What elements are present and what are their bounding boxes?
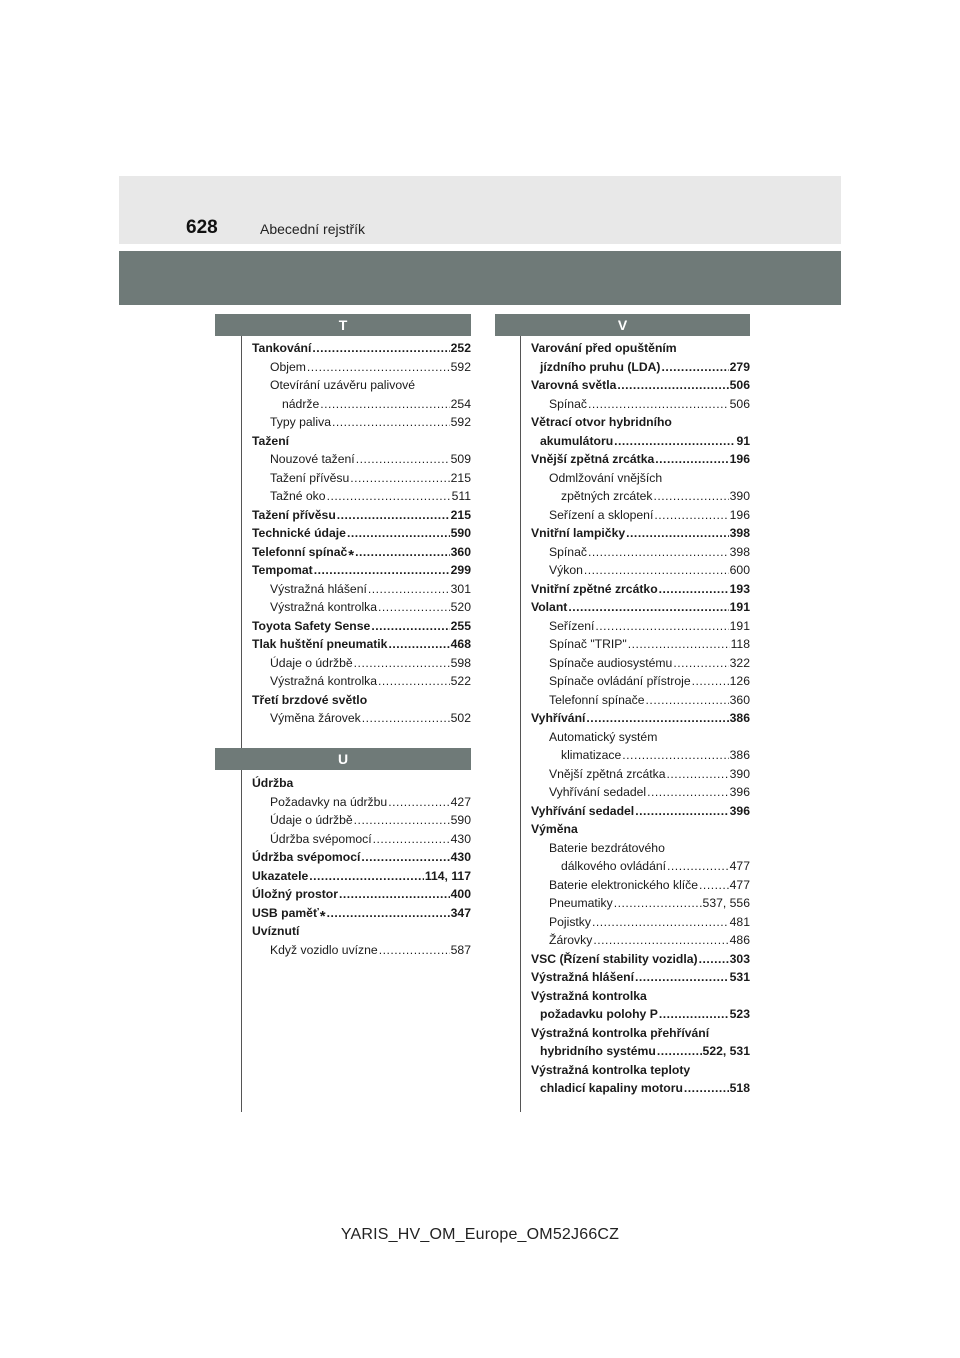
page-ref: 299 [450, 563, 471, 577]
index-entry [531, 1042, 750, 1061]
index-term: Výstražná kontrolka teploty [531, 1062, 691, 1077]
dot-leader [659, 580, 729, 599]
index-entry [252, 830, 471, 849]
page-ref: 400 [450, 887, 471, 901]
page-ref: 502 [450, 711, 471, 725]
page-ref: 301 [450, 581, 471, 596]
index-entry [531, 950, 750, 969]
index-entry [531, 1005, 750, 1024]
page-ref: 506 [729, 396, 750, 411]
dot-leader [684, 1079, 729, 1098]
dot-leader [667, 765, 729, 784]
index-entry [531, 857, 750, 876]
index-entry [531, 802, 750, 821]
index-entry [531, 765, 750, 784]
dot-leader [307, 358, 450, 377]
dot-leader [332, 413, 450, 432]
index-term: Úložný prostor [252, 887, 338, 901]
page-ref: 91 [736, 433, 750, 448]
dot-leader [361, 848, 449, 867]
dot-leader [388, 793, 449, 812]
index-term: Vyhřívání [531, 711, 586, 725]
dot-leader [337, 506, 450, 525]
index-entry [252, 376, 471, 395]
index-term: zpětných zrcátek [561, 489, 653, 503]
index-entry [531, 561, 750, 580]
page-ref: 215 [450, 507, 471, 522]
dot-leader [354, 654, 450, 673]
index-term: Údaje o údržbě [270, 655, 353, 670]
index-entry [531, 432, 750, 451]
section-title: Abecední rejstřík [260, 221, 366, 237]
dot-leader [378, 598, 450, 617]
index-entry [252, 654, 471, 673]
index-term: Automatický systém [549, 729, 658, 744]
index-entry [531, 450, 750, 469]
dot-leader [347, 524, 450, 543]
index-entry [252, 848, 471, 867]
index-entry [252, 469, 471, 488]
index-entry [252, 635, 471, 654]
index-term: Telefonní spínače [549, 692, 645, 707]
index-term: chladicí kapaliny motoru [540, 1081, 683, 1095]
page-ref: 360 [450, 544, 471, 559]
index-entry [252, 941, 471, 960]
index-list-u [252, 774, 471, 959]
dot-leader [617, 376, 728, 395]
index-entry [252, 524, 471, 543]
dot-leader [662, 358, 729, 377]
index-entry [531, 746, 750, 765]
dot-leader [595, 617, 728, 636]
dot-leader [673, 654, 728, 673]
index-entry [531, 968, 750, 987]
page-ref: 520 [450, 600, 471, 614]
page-ref: 481 [729, 914, 750, 929]
index-entry [252, 867, 471, 886]
index-entry [531, 580, 750, 599]
index-term: Spínače ovládání přístroje [549, 674, 691, 688]
index-list-t [252, 339, 471, 728]
index-entry [531, 487, 750, 506]
index-entry [252, 450, 471, 469]
dot-leader [635, 802, 728, 821]
index-term: Baterie elektronického klíče [549, 877, 699, 892]
page-ref: 531 [729, 970, 750, 984]
dot-leader [655, 450, 728, 469]
page-ref: 360 [729, 692, 750, 707]
page-ref: 196 [729, 507, 750, 522]
index-term: dálkového ovládání [561, 859, 667, 873]
page-ref: 486 [729, 933, 750, 947]
page-ref: 322 [729, 655, 750, 670]
index-term: Požadavky na údržbu [270, 794, 388, 809]
column-divider-right [520, 336, 521, 1112]
page-ref: 303 [729, 951, 750, 966]
index-term: nádrže [282, 396, 320, 411]
page-number: 628 [186, 217, 218, 238]
dot-leader [379, 941, 450, 960]
page-ref: 506 [729, 378, 750, 392]
index-entry [252, 885, 471, 904]
index-entry [531, 617, 750, 636]
dot-leader [588, 543, 729, 562]
index-term: Objem [270, 359, 306, 374]
index-entry [531, 543, 750, 562]
index-term: Baterie bezdrátového [549, 840, 665, 855]
index-term: hybridního systému [540, 1044, 656, 1058]
index-entry [252, 358, 471, 377]
page-ref: 114, 117 [424, 868, 471, 883]
index-entry [531, 839, 750, 858]
dot-leader [699, 950, 729, 969]
page-ref: 347 [450, 905, 471, 920]
index-term: Volant [531, 600, 568, 614]
index-term: Když vozidlo uvízne [270, 942, 378, 957]
dot-leader [327, 904, 450, 923]
index-entry [252, 904, 471, 923]
index-term: Údržba [252, 776, 294, 790]
index-term: Údržba svépomocí [270, 831, 372, 846]
page-ref: 592 [450, 415, 471, 429]
index-term: Výměna [531, 822, 578, 836]
page-ref: 386 [729, 711, 750, 725]
index-entry [252, 561, 471, 580]
dot-leader [327, 487, 451, 506]
index-entry [252, 580, 471, 599]
dot-leader [628, 635, 730, 654]
page-ref: 279 [729, 359, 750, 374]
index-entry [531, 395, 750, 414]
dot-leader [584, 561, 729, 580]
index-term: Varování před opuštěním [531, 341, 677, 355]
dot-leader [667, 857, 729, 876]
page-ref: 390 [729, 489, 750, 503]
dot-leader [699, 876, 729, 895]
index-entry [252, 395, 471, 414]
letter-heading-t: T [215, 314, 471, 336]
dot-leader [354, 811, 450, 830]
index-entry [531, 691, 750, 710]
column-divider-left [241, 336, 242, 1112]
index-term: Výstražná kontrolka [270, 600, 378, 614]
index-entry [252, 506, 471, 525]
index-entry [252, 432, 471, 451]
dot-leader [339, 885, 450, 904]
index-entry [252, 793, 471, 812]
page-ref: 396 [729, 803, 750, 818]
letter-heading-u: U [215, 748, 471, 770]
index-entry [252, 811, 471, 830]
page-ref: 191 [729, 600, 750, 614]
index-term: Vnější zpětná zrcátka [549, 766, 666, 781]
page-ref: 518 [729, 1081, 750, 1095]
page-ref: 511 [451, 489, 471, 503]
index-term: Nouzové tažení [270, 452, 355, 466]
page-ref: 537, 556 [702, 896, 750, 910]
page-ref: 523 [729, 1007, 750, 1021]
index-entry [531, 1024, 750, 1043]
index-term: Uvíznutí [252, 924, 300, 938]
page-ref: 592 [450, 359, 471, 374]
index-term: USB paměť [252, 905, 319, 920]
dot-leader [371, 617, 449, 636]
dot-leader [635, 968, 729, 987]
page-ref: 398 [729, 544, 750, 559]
page-ref: 509 [450, 452, 471, 466]
index-term: Větrací otvor hybridního [531, 415, 672, 429]
index-term: Vnější zpětná zrcátka [531, 452, 655, 466]
asterisk-icon: * [348, 547, 355, 564]
page-ref: 196 [729, 452, 750, 466]
page-ref: 215 [450, 470, 471, 485]
page-ref: 126 [729, 674, 750, 688]
index-term: Telefonní spínač [252, 544, 348, 559]
index-term: Odmlžování vnějších [549, 470, 663, 485]
page-ref: 598 [450, 655, 471, 670]
index-entry [531, 524, 750, 543]
index-entry [531, 635, 750, 654]
index-term: Spínače audiosystému [549, 655, 673, 670]
index-entry [252, 709, 471, 728]
index-entry [531, 469, 750, 488]
index-entry [252, 922, 471, 941]
index-entry [252, 543, 471, 562]
dot-leader [622, 746, 728, 765]
dot-leader [368, 580, 450, 599]
dot-leader [692, 672, 729, 691]
index-term: Výstražná kontrolka [270, 674, 378, 688]
index-term: Tlak huštění pneumatik [252, 637, 388, 651]
index-entry [252, 774, 471, 793]
dot-leader [614, 432, 735, 451]
dot-leader [373, 830, 450, 849]
index-entry [531, 931, 750, 950]
index-term: Údržba svépomocí [252, 850, 361, 864]
dot-leader [320, 395, 449, 414]
index-term: Spínač [549, 544, 587, 559]
page-ref: 590 [450, 526, 471, 540]
index-term: Tempomat [252, 563, 313, 577]
page-ref: 191 [729, 618, 750, 633]
dot-leader [356, 450, 450, 469]
page-ref: 468 [450, 637, 471, 651]
index-term: Vnitřní zpětné zrcátko [531, 581, 658, 596]
index-entry [531, 358, 750, 377]
index-term: Výstražná kontrolka [531, 988, 647, 1003]
dot-leader [654, 506, 728, 525]
dot-leader [314, 561, 450, 580]
index-term: Pneumatiky [549, 896, 613, 910]
index-term: Seřízení a sklopení [549, 507, 654, 522]
index-term: Vyhřívání sedadel [531, 803, 635, 818]
index-entry [252, 691, 471, 710]
dot-leader [659, 1005, 729, 1024]
dot-leader [614, 894, 702, 913]
page-ref: 522, 531 [702, 1044, 750, 1058]
index-entry [531, 376, 750, 395]
dot-leader [355, 543, 450, 562]
page-ref: 193 [729, 581, 750, 596]
index-term: Pojistky [549, 914, 591, 929]
page-ref: 430 [450, 831, 471, 846]
index-entry [531, 339, 750, 358]
dot-leader [647, 783, 729, 802]
dot-leader [657, 1042, 702, 1061]
page-ref: 390 [729, 766, 750, 781]
page-ref: 477 [729, 877, 750, 892]
dot-leader [653, 487, 728, 506]
index-entry [531, 876, 750, 895]
index-term: VSC (Řízení stability vozidla) [531, 951, 698, 966]
page-ref: 386 [729, 748, 750, 762]
page-ref: 396 [729, 785, 750, 799]
dot-leader [378, 672, 450, 691]
dot-leader [350, 469, 449, 488]
dot-leader [586, 709, 728, 728]
page-ref: 398 [729, 526, 750, 540]
index-entry [252, 487, 471, 506]
index-term: Tažení [252, 433, 290, 448]
index-entry [252, 413, 471, 432]
index-term: Varovná světla [531, 378, 617, 392]
index-term: Údaje o údržbě [270, 813, 353, 827]
index-entry [531, 654, 750, 673]
index-entry [531, 672, 750, 691]
index-term: jízdního pruhu (LDA) [540, 359, 661, 374]
index-term: Třetí brzdové světlo [252, 692, 368, 707]
index-entry [531, 728, 750, 747]
index-entry [252, 339, 471, 358]
dot-leader [592, 913, 729, 932]
dot-leader [588, 395, 729, 414]
page-ref: 590 [450, 813, 471, 827]
index-entry [531, 506, 750, 525]
index-term: Tankování [252, 341, 312, 355]
dot-leader [388, 635, 449, 654]
page-ref: 254 [450, 396, 471, 411]
letter-heading-v: V [495, 314, 750, 336]
index-entry [531, 783, 750, 802]
page-ref: 522 [450, 674, 471, 688]
index-term: akumulátoru [540, 433, 614, 448]
index-entry [531, 1079, 750, 1098]
page-ref: 477 [729, 859, 750, 873]
index-entry [531, 820, 750, 839]
index-term: Tažení přívěsu [270, 470, 350, 485]
page-ref: 427 [450, 794, 471, 809]
dot-leader [309, 867, 424, 886]
index-entry [252, 617, 471, 636]
index-entry [531, 598, 750, 617]
index-term: Technické údaje [252, 526, 346, 540]
dot-leader [626, 524, 729, 543]
index-entry [252, 672, 471, 691]
dot-leader [312, 339, 449, 358]
index-term: Výstražná hlášení [531, 970, 634, 984]
page-ref: 600 [729, 563, 750, 577]
index-term: Výstražná hlášení [270, 581, 367, 596]
index-term: Výkon [549, 563, 583, 577]
dot-leader [362, 709, 450, 728]
index-term: Otevírání uzávěru palivové [270, 378, 415, 392]
index-term: Vnitřní lampičky [531, 526, 626, 540]
page-ref: 252 [450, 341, 471, 355]
index-term: Tažné oko [270, 489, 326, 503]
index-term: Vyhřívání sedadel [549, 785, 647, 799]
index-term: Toyota Safety Sense [252, 618, 371, 633]
index-term: klimatizace [561, 748, 622, 762]
index-entry [531, 413, 750, 432]
dot-leader [593, 931, 728, 950]
document-code: YARIS_HV_OM_Europe_OM52J66CZ [340, 1226, 620, 1243]
page-ref: 255 [450, 618, 471, 633]
index-term: Výstražná kontrolka přehřívání [531, 1025, 710, 1040]
index-term: Výměna žárovek [270, 711, 361, 725]
index-term: Spínač "TRIP" [549, 637, 627, 651]
index-list-v [531, 339, 750, 1098]
index-term: Spínač [549, 396, 587, 411]
dot-leader [646, 691, 729, 710]
dot-leader [568, 598, 728, 617]
index-term: požadavku polohy P [540, 1007, 658, 1021]
index-entry [531, 987, 750, 1006]
index-term: Seřízení [549, 618, 595, 633]
index-term: Ukazatele [252, 868, 309, 883]
page-ref: 118 [730, 637, 750, 651]
index-entry [531, 709, 750, 728]
index-term: Tažení přívěsu [252, 507, 336, 522]
index-term: Žárovky [549, 933, 593, 947]
index-entry [252, 598, 471, 617]
index-entry [531, 1061, 750, 1080]
index-entry [531, 913, 750, 932]
page-ref: 430 [450, 850, 471, 864]
asterisk-icon: * [319, 908, 326, 925]
header-band [119, 176, 841, 244]
index-entry [531, 894, 750, 913]
page-ref: 587 [450, 942, 471, 957]
header-dark-band [119, 251, 841, 305]
index-term: Typy paliva [270, 415, 331, 429]
